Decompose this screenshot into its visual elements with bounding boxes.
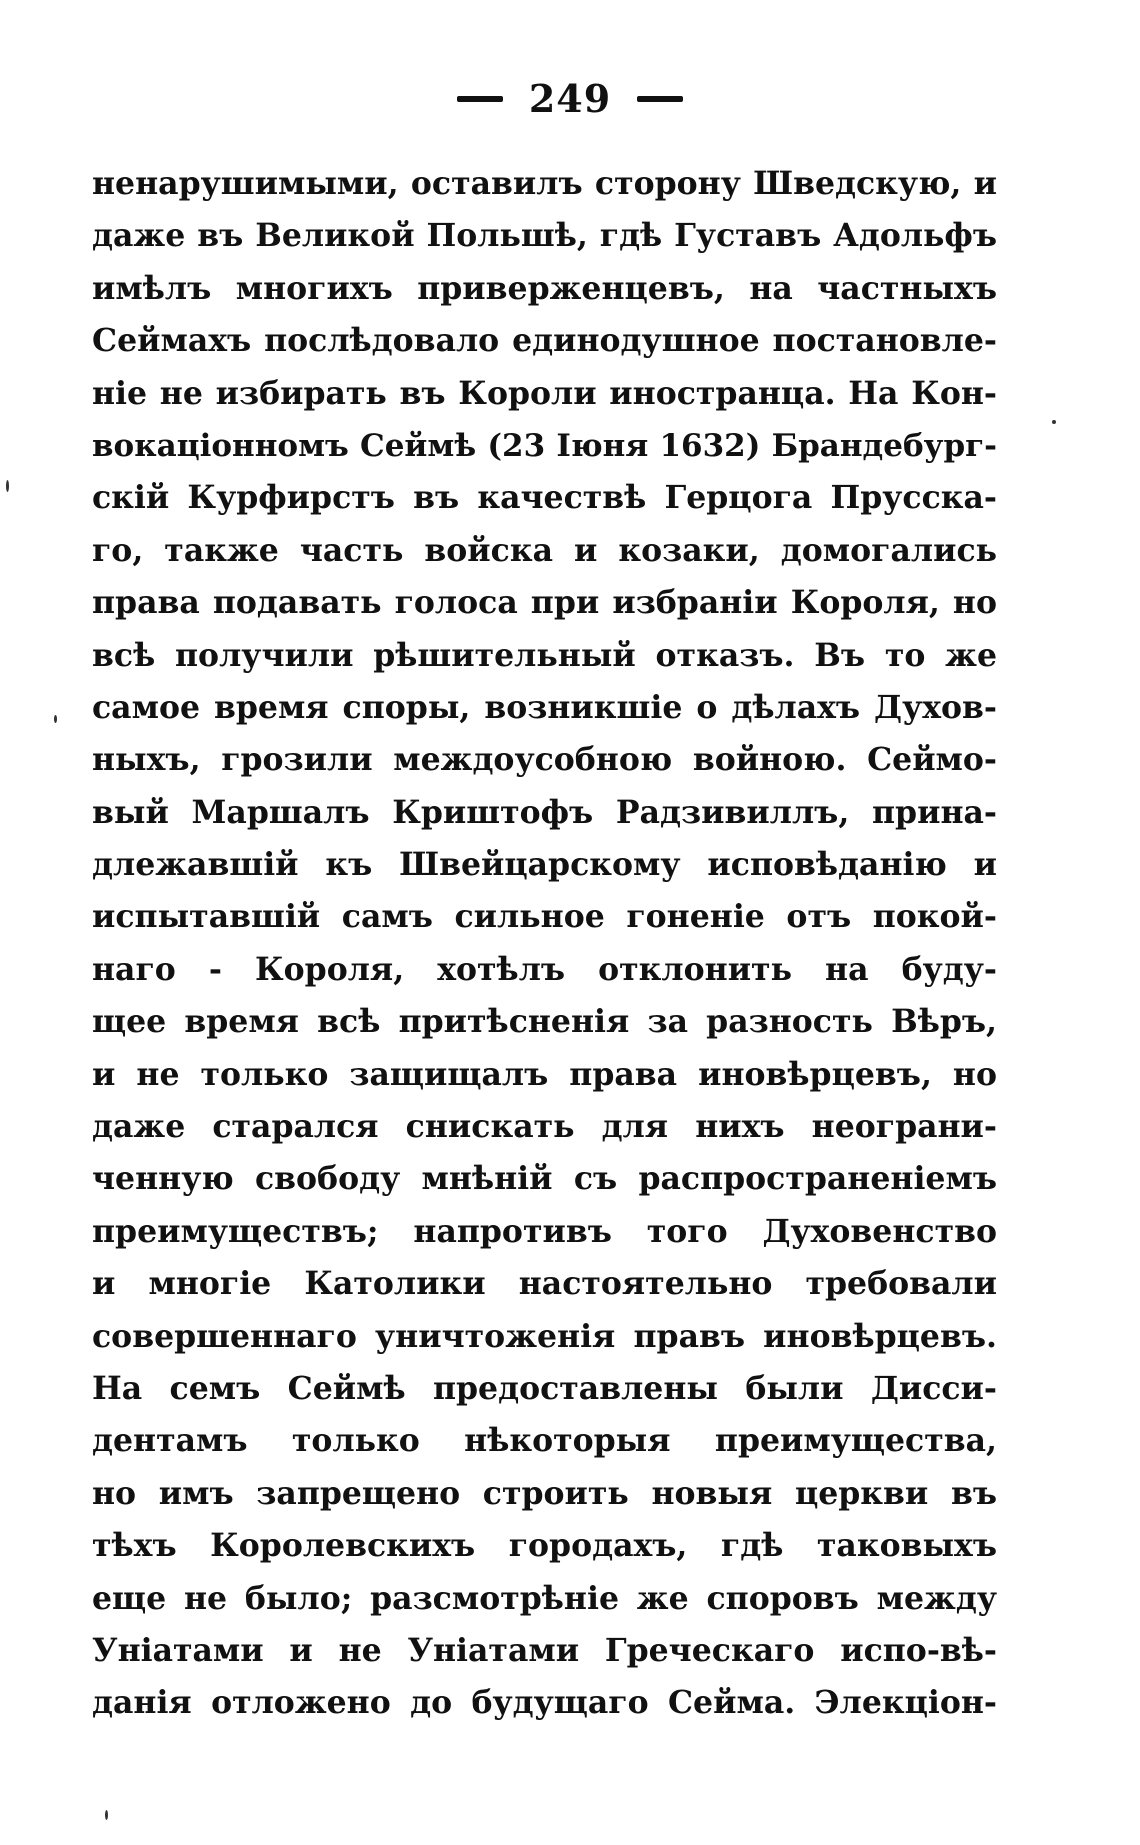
text-line: ныхъ, грозили междоусобною войною. Сеймо- [92, 741, 997, 779]
text-line: данія отложено до будущаго Сейма. Элекціон- [92, 1684, 997, 1722]
text-line: На семъ Сеймѣ предоставлены были Дисси- [92, 1369, 997, 1407]
text-line: Сеймахъ послѣдовало единодушное постановле- [92, 322, 997, 360]
text-line: скій Курфирстъ въ качествѣ Герцога Прусска- [92, 479, 997, 517]
text-line: го, также часть войска и козаки, домогались [92, 531, 997, 569]
print-speck [54, 715, 57, 723]
page-number: 249 [528, 76, 612, 121]
text-line: испытавшій самъ сильное гоненіе отъ покой- [92, 898, 997, 936]
text-line: щее время всѣ притѣсненія за разность Вѣръ, [92, 1003, 997, 1041]
text-line: ненарушимыми, оставилъ сторону Шведскую, и [92, 165, 997, 202]
text-line: преимуществъ; напротивъ того Духовенство [92, 1212, 997, 1250]
text-line: дентамъ только нѣкоторыя преимущества, [92, 1422, 997, 1460]
text-line: совершеннаго уничтоженія правъ иновѣрцевъ. [92, 1317, 997, 1355]
print-speck [1052, 420, 1056, 424]
text-line: и не только защищалъ права иновѣрцевъ, но [92, 1055, 997, 1093]
text-line: даже въ Великой Польшѣ, гдѣ Густавъ Адольфъ [92, 217, 997, 255]
text-line: ніе не избирать въ Короли иностранца. На Кон- [92, 374, 997, 412]
text-line: имѣлъ многихъ приверженцевъ, на частныхъ [92, 269, 997, 307]
text-line: но имъ запрещено строить новыя церкви въ [92, 1474, 997, 1512]
header-dash-left [457, 96, 503, 102]
text-line: Уніатами и не Уніатами Греческаго испо-вѣ- [92, 1631, 997, 1669]
text-line: всѣ получили рѣшительный отказъ. Въ то же [92, 636, 997, 674]
text-line: ченную свободу мнѣній съ распространеніемъ [92, 1160, 997, 1198]
text-line: наго - Короля, хотѣлъ отклонить на буду- [92, 950, 997, 988]
text-line: и многіе Католики настоятельно требовали [92, 1265, 997, 1303]
print-speck [105, 1810, 108, 1820]
text-line: тѣхъ Королевскихъ городахъ, гдѣ таковыхъ [92, 1527, 997, 1565]
text-line: даже старался снискать для нихъ неограни- [92, 1108, 997, 1146]
text-line: самое время споры, возникшіе о дѣлахъ Духов- [92, 688, 997, 726]
text-line: вокаціонномъ Сеймѣ (23 Іюня 1632) Брандебург- [92, 427, 997, 464]
text-line: еще не было; разсмотрѣніе же споровъ между [92, 1579, 997, 1617]
text-line: длежавшій къ Швейцарскому исповѣданію и [92, 846, 997, 884]
text-line: права подавать голоса при избраніи Короля, но [92, 584, 997, 622]
page-header [0, 74, 1140, 124]
body-text [92, 158, 997, 1730]
text-line: вый Маршалъ Криштофъ Радзивиллъ, прина- [92, 793, 997, 831]
print-speck [6, 480, 9, 492]
header-dash-right [637, 96, 683, 102]
